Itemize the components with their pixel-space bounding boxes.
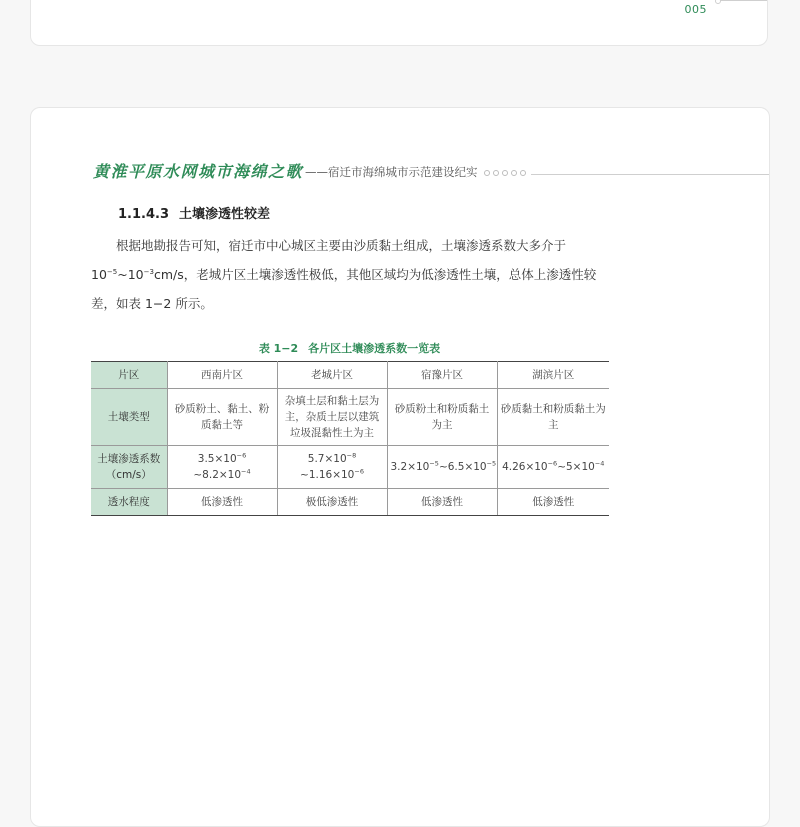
soil-type-cell: 杂填土层和黏土层为主，杂质土层以建筑垃圾混黏性土为主 [277,389,387,446]
level-cell: 低渗透性 [497,489,609,516]
exponent: −4 [241,467,251,476]
exponent: −3 [143,267,154,276]
row-header-coefficient [91,446,167,489]
column-header-suyu: 宿豫片区 [387,362,497,389]
header-rule [531,174,769,175]
exponent: −6 [236,451,247,460]
row-header-line: 土壤渗透系数 [97,453,161,465]
coefficient-cell [277,446,387,489]
level-cell: 极低渗透性 [277,489,387,516]
dot-icon [511,170,517,176]
coef-value: ~8.2×10 [193,469,242,481]
table-number: 表 1−2 [258,342,299,355]
series-title: 黄淮平原水网城市海绵之歌 [93,162,304,181]
exponent: −5 [429,459,439,468]
coef-value: ~5×10 [557,461,595,473]
dot-icon [520,170,526,176]
coefficient-cell [167,446,277,489]
body-paragraph [91,231,611,318]
exponent: −8 [346,451,357,460]
header-subtitle: ——宿迁市海绵城市示范建设纪实 [305,165,478,179]
soil-type-cell: 砂质粉土、黏土、粉质黏土等 [167,389,277,446]
coef-value: 4.26×10 [502,461,548,473]
table-row [91,362,609,389]
table-title: 各片区土壤渗透系数一览表 [308,342,441,355]
coefficient-cell [497,446,609,489]
exponent: −5 [106,267,118,276]
dot-icon [493,170,499,176]
document-page [30,107,770,827]
exponent: −5 [486,459,497,468]
level-cell: 低渗透性 [387,489,497,516]
soil-type-cell: 砂质粉土和粉质黏土为主 [387,389,497,446]
previous-page-card [30,0,768,46]
table-caption [91,340,608,356]
coef-value: 3.5×10 [197,453,237,465]
row-header-soil-type: 土壤类型 [91,389,167,446]
running-header [93,158,769,182]
row-header-line: （cm/s） [105,469,152,481]
paragraph-text: ~10 [117,267,144,282]
column-header-hubin: 湖滨片区 [497,362,609,389]
paragraph-text: cm/s，老城片区土壤渗透性极低，其他区域均为低渗透性土壤，总体上渗透性较差，如表 1−2 所示。 [91,267,597,311]
coef-value: ~1.16×10 [300,469,355,481]
header-dots-ornament [484,170,529,182]
paragraph-text: 根据地勘报告可知，宿迁市中心城区主要由沙质黏土组成，土壤渗透系数大多介于10 [91,238,567,282]
exponent: −4 [594,459,605,468]
soil-type-cell: 砂质黏土和粉质黏土为主 [497,389,609,446]
exponent: −6 [547,459,558,468]
table-row [91,389,609,446]
coef-value: 3.2×10 [390,461,430,473]
coefficient-cell [387,446,497,489]
page-number: 005 [684,3,707,16]
section-title: 土壤渗透性较差 [179,207,271,222]
exponent: −6 [354,467,364,476]
row-header-level: 透水程度 [91,489,167,516]
row-header-district: 片区 [91,362,167,389]
section-heading [118,203,270,222]
dot-icon [484,170,490,176]
section-number: 1.1.4.3 [118,207,169,222]
level-cell: 低渗透性 [167,489,277,516]
column-header-laocheng: 老城片区 [277,362,387,389]
coef-value: ~6.5×10 [438,461,487,473]
permeability-table [91,361,609,516]
page-number-rule [719,0,767,1]
table-row [91,446,609,489]
coef-value: 5.7×10 [307,453,347,465]
table-row [91,489,609,516]
dot-icon [502,170,508,176]
column-header-xinan: 西南片区 [167,362,277,389]
